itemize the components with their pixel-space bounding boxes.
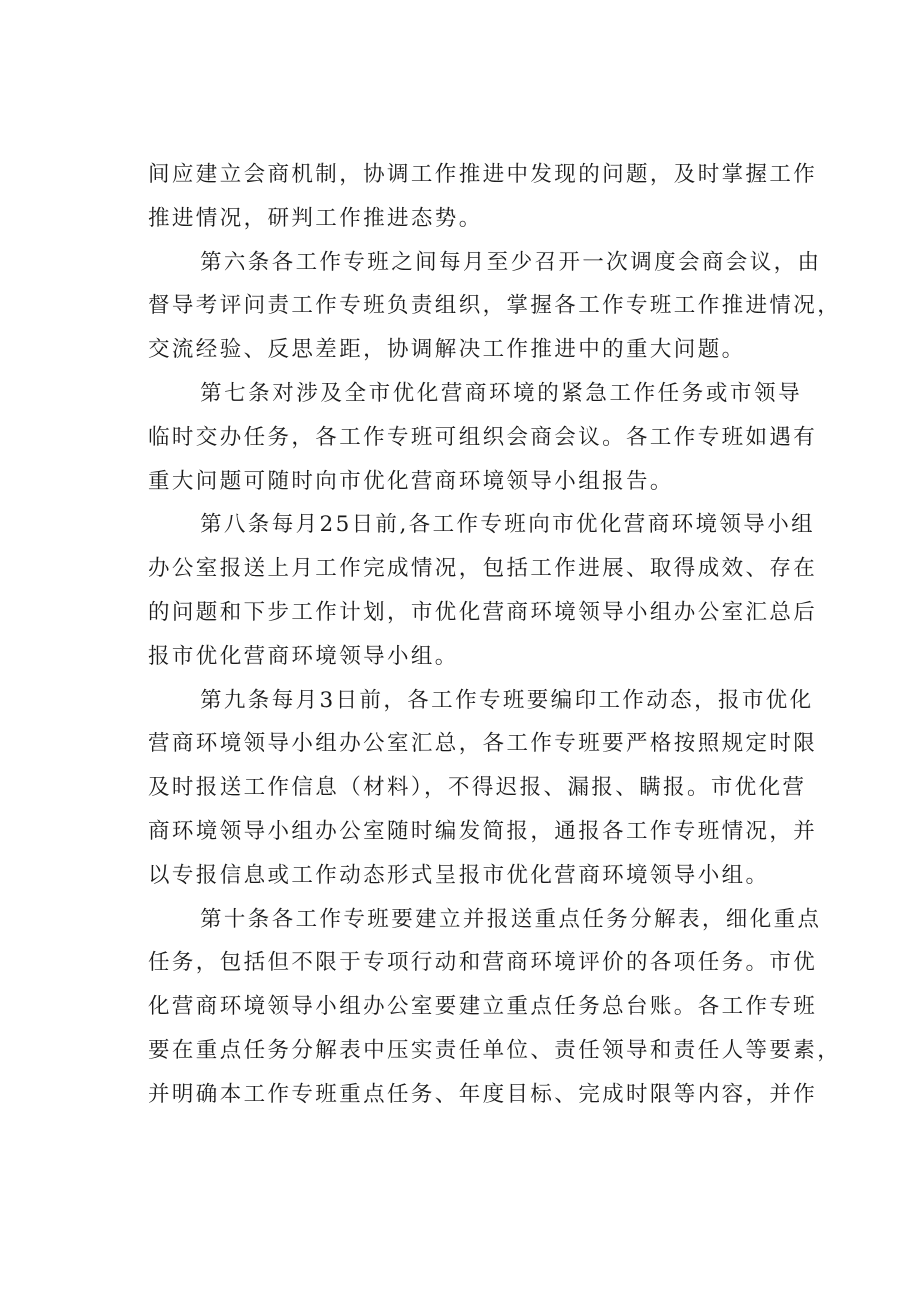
text-line: 以专报信息或工作动态形式呈报市优化营商环境领导小组。 [148,862,770,888]
text-line: 第六条各工作专班之间每月至少召开一次调度会商会议，由 [200,249,822,275]
text-line: 第九条每月3日前，各工作专班要编印工作动态，报市优化 [200,687,814,713]
text-line: 要在重点任务分解表中压实责任单位、责任领导和责任人等要素， [148,1037,842,1063]
paragraph-article-7 [148,372,818,503]
paragraph-article-10 [148,898,842,1117]
text-line: 办公室报送上月工作完成情况，包括工作进展、取得成效、存在 [148,556,818,582]
paragraph-article-9 [148,679,818,898]
text-line: 及时报送工作信息（材料），不得迟报、漏报、瞒报。市优化营 [148,775,807,801]
text-line: 间应建立会商机制，协调工作推进中发现的问题，及时掌握工作 [148,162,818,187]
text-line: 第八条每月25日前,各工作专班向市优化营商环境领导小组 [200,512,815,538]
paragraph-article-8 [148,503,818,678]
document-body [148,153,842,1117]
text-line: 任务，包括但不限于专项行动和营商环境评价的各项任务。市优 [148,950,818,976]
text-line: 化营商环境领导小组办公室要建立重点任务总台账。各工作专班 [148,994,818,1020]
text-line: 推进情况，研判工作推进态势。 [148,205,483,231]
text-line: 营商环境领导小组办公室汇总，各工作专班要严格按照规定时限 [148,731,818,757]
paragraph-continuation [148,153,818,241]
text-line: 交流经验、反思差距，协调解决工作推进中的重大问题。 [148,337,746,363]
text-line: 重大问题可随时向市优化营商环境领导小组报告。 [148,468,674,494]
text-line: 督导考评问责工作专班负责组织，掌握各工作专班工作推进情况， [148,293,842,319]
text-line: 商环境领导小组办公室随时编发简报，通报各工作专班情况，并 [148,818,818,844]
text-line: 第七条对涉及全市优化营商环境的紧急工作任务或市领导 [200,380,802,406]
text-line: 并明确本工作专班重点任务、年度目标、完成时限等内容，并作 [148,1081,818,1107]
text-line: 的问题和下步工作计划，市优化营商环境领导小组办公室汇总后 [148,599,818,625]
text-line: 第十条各工作专班要建立并报送重点任务分解表，细化重点 [200,906,822,932]
paragraph-article-6 [148,241,842,372]
text-line: 报市优化营商环境领导小组。 [148,643,459,669]
text-line: 临时交办任务，各工作专班可组织会商会议。各工作专班如遇有 [148,424,818,450]
